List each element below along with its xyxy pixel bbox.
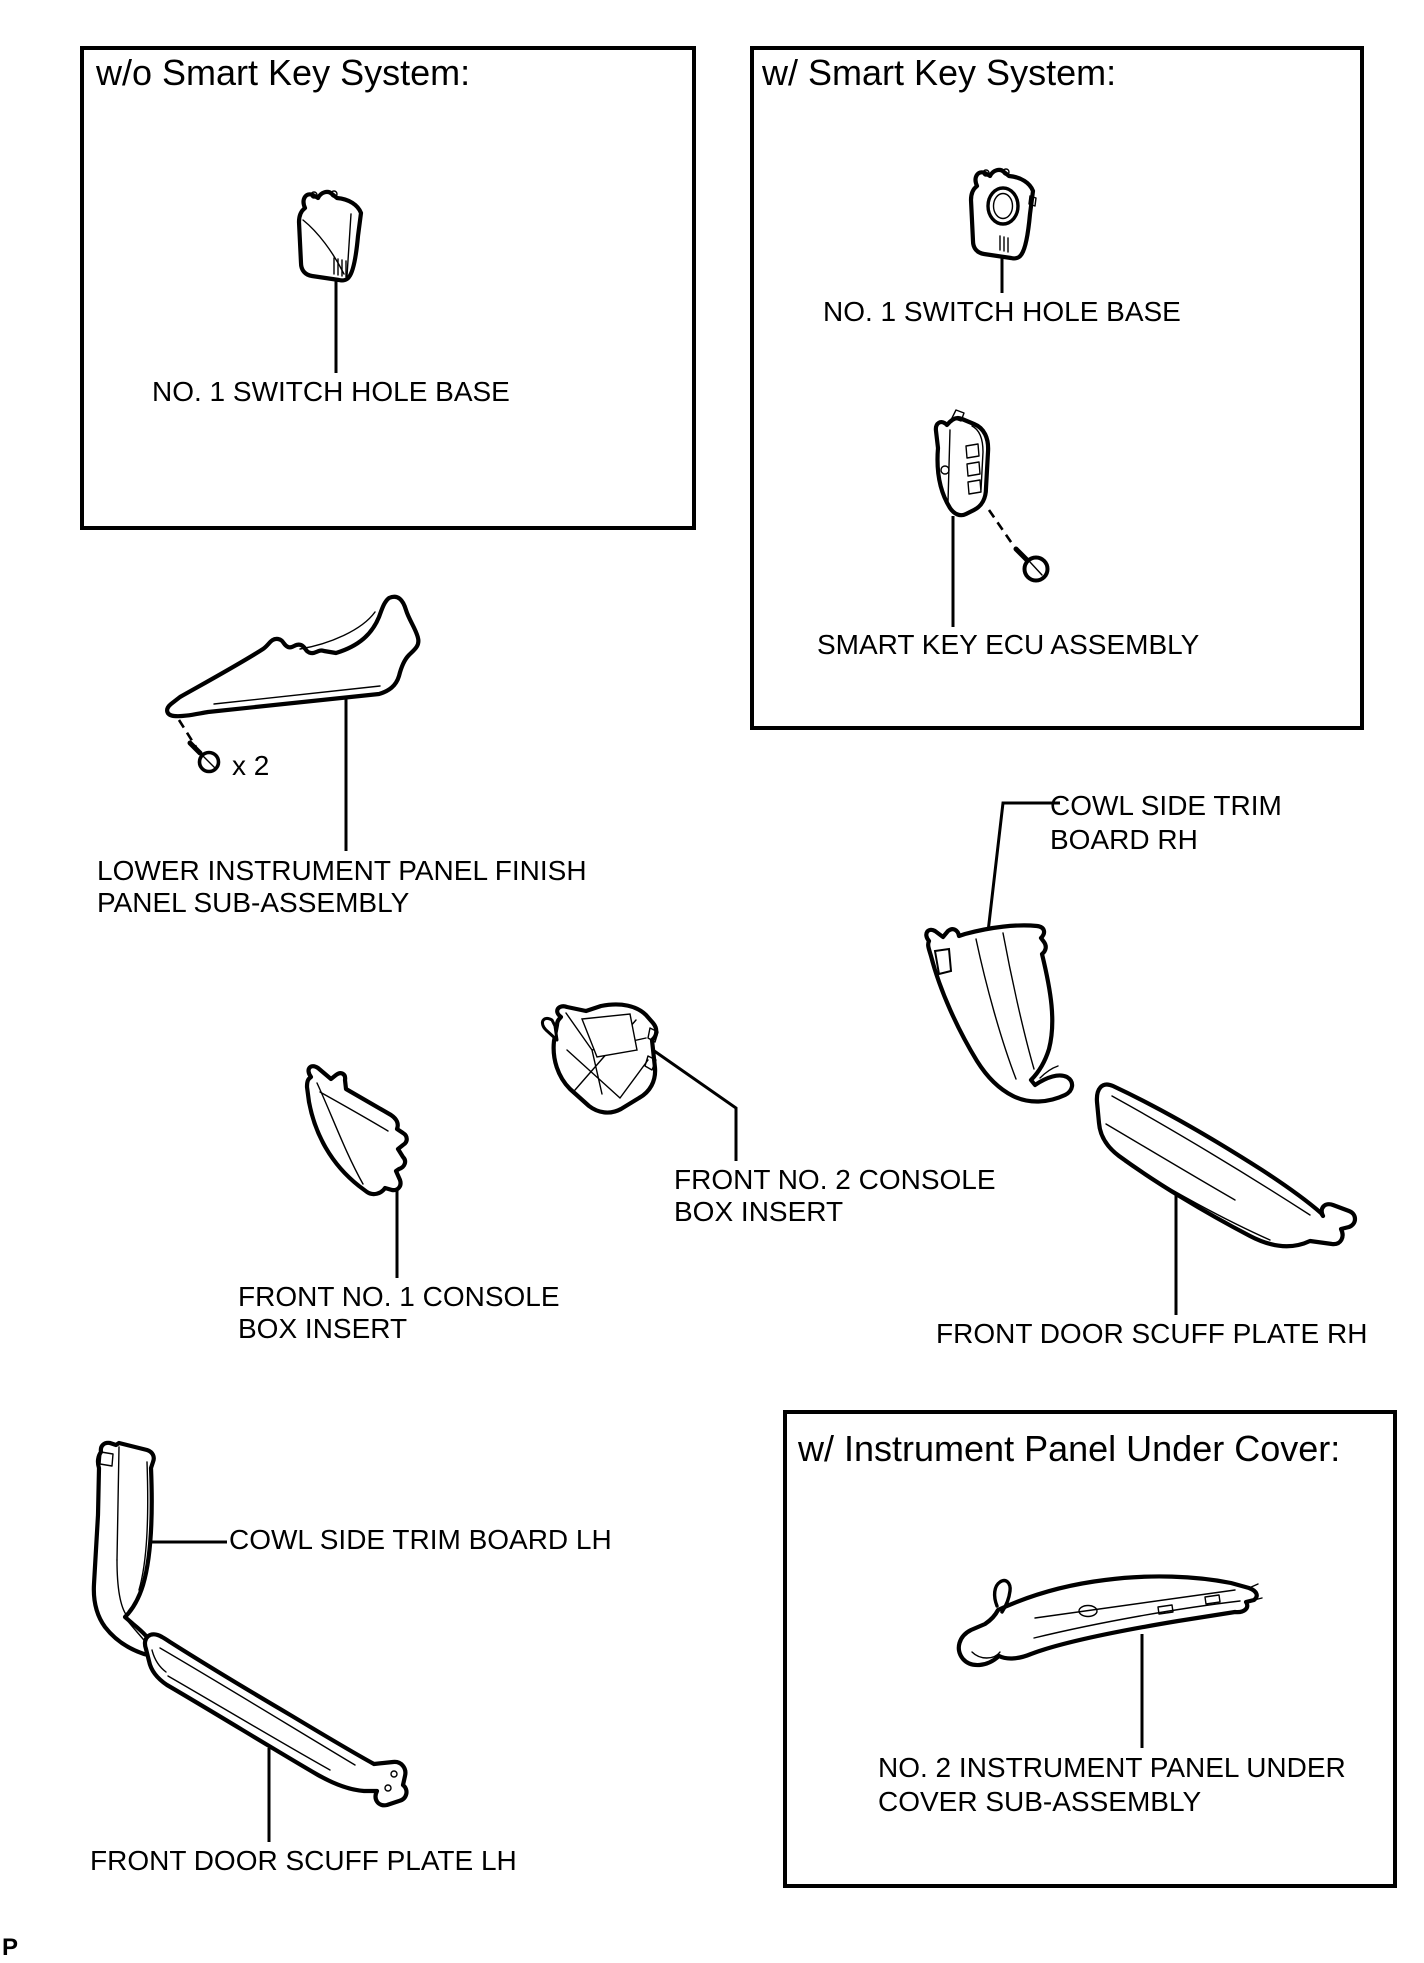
drawing-switch-hole-base-wo <box>299 191 361 280</box>
drawing-under-cover <box>959 1576 1262 1665</box>
label-switch-hole-base-wo: NO. 1 SWITCH HOLE BASE <box>152 376 510 407</box>
drawing-switch-hole-base-w <box>971 169 1036 258</box>
drawing-front-door-scuff-rh <box>1097 1084 1355 1246</box>
drawing-console-box-insert-2 <box>542 1004 658 1112</box>
label-cowl-side-trim-lh: COWL SIDE TRIM BOARD LH <box>229 1524 612 1555</box>
label-front-door-scuff-lh: FRONT DOOR SCUFF PLATE LH <box>90 1845 517 1876</box>
label-console-box-insert-1-line1: FRONT NO. 1 CONSOLE <box>238 1281 560 1312</box>
label-console-box-insert-1-line2: BOX INSERT <box>238 1313 408 1344</box>
drawing-front-door-scuff-lh <box>145 1634 407 1805</box>
label-under-cover-line1: NO. 2 INSTRUMENT PANEL UNDER <box>878 1752 1346 1783</box>
label-front-door-scuff-rh: FRONT DOOR SCUFF PLATE RH <box>936 1318 1368 1349</box>
dashed-line-ecu-bolt <box>989 510 1013 545</box>
drawing-cowl-side-trim-rh <box>926 925 1072 1101</box>
bolt-shaft <box>1016 549 1028 561</box>
label-smart-key-ecu: SMART KEY ECU ASSEMBLY <box>817 629 1200 660</box>
leader-cowl-side-trim-rh <box>988 803 1060 932</box>
page-corner-mark: P <box>2 1934 19 1961</box>
section-title-without-smart-key: w/o Smart Key System: <box>96 52 471 93</box>
label-under-cover-line2: COVER SUB-ASSEMBLY <box>878 1786 1202 1817</box>
label-console-box-insert-2-line1: FRONT NO. 2 CONSOLE <box>674 1164 996 1195</box>
drawing-lower-instrument-panel <box>167 597 418 772</box>
drawing-cowl-side-trim-lh <box>94 1443 154 1655</box>
label-cowl-side-trim-rh-line2: BOARD RH <box>1050 824 1198 855</box>
label-switch-hole-base-w: NO. 1 SWITCH HOLE BASE <box>823 296 1181 327</box>
leader-console-insert-2 <box>650 1048 736 1161</box>
screw-shaft <box>190 743 200 753</box>
label-cowl-side-trim-rh-line1: COWL SIDE TRIM <box>1050 790 1282 821</box>
drawing-console-box-insert-1 <box>307 1066 407 1194</box>
label-screw-count: x 2 <box>232 750 270 781</box>
label-lower-instrument-panel-line1: LOWER INSTRUMENT PANEL FINISH <box>97 855 587 886</box>
label-lower-instrument-panel-line2: PANEL SUB-ASSEMBLY <box>97 887 410 918</box>
section-title-with-smart-key: w/ Smart Key System: <box>762 52 1117 93</box>
section-title-with-under-cover: w/ Instrument Panel Under Cover: <box>798 1428 1341 1469</box>
label-console-box-insert-2-line2: BOX INSERT <box>674 1196 844 1227</box>
